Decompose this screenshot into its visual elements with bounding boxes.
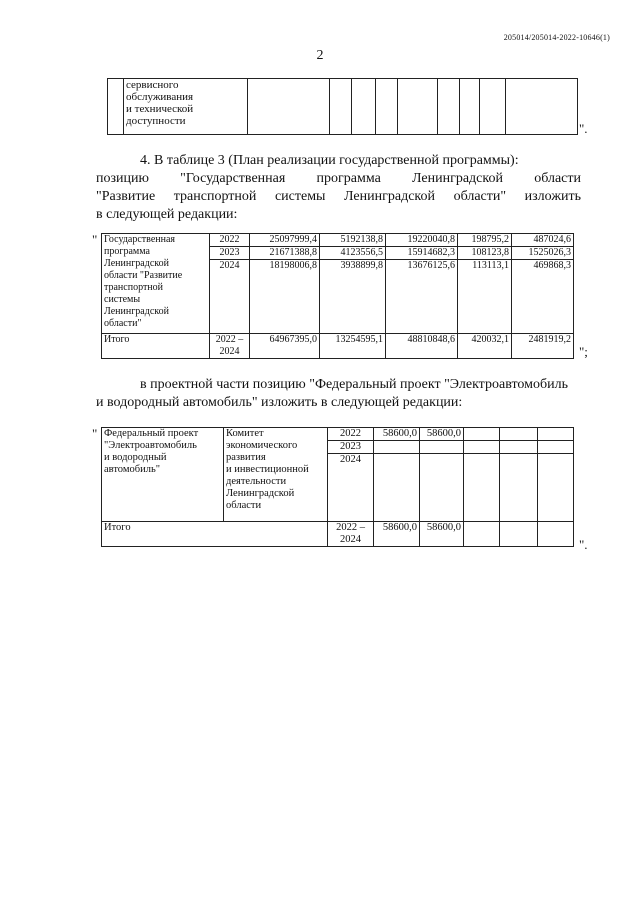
value-cell: 25097999,4 <box>250 234 320 247</box>
text-line: обслуживания <box>126 91 194 103</box>
value-cell: 487024,6 <box>512 234 574 247</box>
year-range-cell <box>210 334 250 359</box>
value-cell: 48810848,6 <box>386 334 458 359</box>
opening-quote: " <box>92 426 98 441</box>
table-cell <box>438 79 460 135</box>
text-line: экономического <box>226 440 298 451</box>
table-row <box>102 234 574 247</box>
value-cell: 4123556,5 <box>320 247 386 260</box>
text-line: автомобиль" <box>104 464 161 475</box>
value-cell: 64967395,0 <box>250 334 320 359</box>
document-id: 205014/205014-2022-10646(1) <box>503 33 610 42</box>
total-label: Итого <box>102 522 328 547</box>
year-range-cell <box>328 522 374 547</box>
value-cell: 58600,0 <box>420 522 464 547</box>
year-cell: 2022 <box>328 428 374 441</box>
value-cell: 13254595,1 <box>320 334 386 359</box>
table-cell <box>500 428 538 441</box>
table-cell <box>398 79 438 135</box>
text-line: Ленинградской <box>226 488 295 499</box>
text-line: программа <box>104 246 150 257</box>
value-cell: 19220040,8 <box>386 234 458 247</box>
table-cell <box>538 441 574 454</box>
value-cell: 108123,8 <box>458 247 512 260</box>
paragraph-line: и водородный автомобиль" изложить в следующей редакции: <box>96 395 463 410</box>
value-cell: 5192138,8 <box>320 234 386 247</box>
text-line: 2024 <box>340 534 361 545</box>
text-line: 2024 <box>219 346 240 357</box>
federal-project-table <box>101 427 574 547</box>
text-line: транспортной <box>104 282 164 293</box>
table-cell <box>108 79 124 135</box>
text-line: 2022 – <box>336 522 365 533</box>
project-name-cell <box>102 428 224 522</box>
value-cell: 469868,3 <box>512 260 574 334</box>
table-cell <box>538 522 574 547</box>
value-cell: 58600,0 <box>420 428 464 441</box>
text-line: и технической <box>126 103 194 115</box>
value-cell <box>420 454 464 522</box>
table-cell <box>464 522 500 547</box>
value-cell: 18198006,8 <box>250 260 320 334</box>
text-line: системы <box>104 294 141 305</box>
page-number: 2 <box>316 48 324 63</box>
total-row <box>102 334 574 359</box>
text-line: области "Развитие <box>104 270 183 281</box>
paragraph-line: в проектной части позицию "Федеральный проект "Электроавтомобиль <box>140 377 568 392</box>
value-cell: 58600,0 <box>374 428 420 441</box>
value-cell: 2481919,2 <box>512 334 574 359</box>
total-row <box>102 522 574 547</box>
value-cell: 15914682,3 <box>386 247 458 260</box>
table-cell <box>500 441 538 454</box>
table-cell-text <box>124 79 248 135</box>
table-cell <box>376 79 398 135</box>
paragraph-item-4: 4. В таблице 3 (План реализации государственной программы): <box>140 153 519 168</box>
text-line: Ленинградской <box>104 258 169 269</box>
value-cell <box>374 441 420 454</box>
year-cell: 2024 <box>328 454 374 522</box>
text-line: Комитет <box>226 428 264 439</box>
year-cell: 2022 <box>210 234 250 247</box>
table-cell <box>500 454 538 522</box>
paragraph-line: позицию "Государственная программа Ленинградской области <box>96 171 581 186</box>
year-cell: 2024 <box>210 260 250 334</box>
total-label: Итого <box>102 334 210 359</box>
table-cell <box>464 454 500 522</box>
text-line: и водородный <box>104 452 167 463</box>
value-cell: 198795,2 <box>458 234 512 247</box>
value-cell <box>420 441 464 454</box>
text-line: и инвестиционной <box>226 464 309 475</box>
text-line: 2022 – <box>215 334 244 345</box>
value-cell: 1525026,3 <box>512 247 574 260</box>
table-cell <box>330 79 352 135</box>
paragraph-line: "Развитие транспортной системы Ленинградской области" изложить <box>96 189 581 204</box>
text-line: развития <box>226 452 266 463</box>
text-line: Федеральный проект <box>104 428 199 439</box>
value-cell: 58600,0 <box>374 522 420 547</box>
text-line: сервисного <box>126 79 179 91</box>
value-cell: 113113,1 <box>458 260 512 334</box>
value-cell: 420032,1 <box>458 334 512 359</box>
program-table <box>101 233 574 359</box>
value-cell <box>374 454 420 522</box>
text-line: области <box>226 500 262 511</box>
executor-cell <box>224 428 328 522</box>
table-cell <box>464 428 500 441</box>
continuation-table <box>107 78 578 135</box>
paragraph-line: в следующей редакции: <box>96 207 238 222</box>
text-line: доступности <box>126 115 186 127</box>
text-line: деятельности <box>226 476 287 487</box>
table-cell <box>538 428 574 441</box>
table-cell <box>500 522 538 547</box>
table-cell <box>460 79 480 135</box>
text-line: Государственная <box>104 234 176 245</box>
text-line: области" <box>104 318 142 329</box>
year-cell: 2023 <box>210 247 250 260</box>
table-cell <box>352 79 376 135</box>
table-row <box>102 428 574 441</box>
table-cell <box>506 79 578 135</box>
closing-quote: ". <box>579 537 588 552</box>
text-line: Ленинградской <box>104 306 169 317</box>
closing-quote: "; <box>579 344 588 359</box>
closing-quote: ". <box>579 121 588 136</box>
table-cell <box>480 79 506 135</box>
text-line: "Электроавтомобиль <box>104 440 197 451</box>
year-cell: 2023 <box>328 441 374 454</box>
value-cell: 21671388,8 <box>250 247 320 260</box>
table-cell <box>248 79 330 135</box>
table-cell <box>538 454 574 522</box>
table-cell <box>464 441 500 454</box>
value-cell: 3938899,8 <box>320 260 386 334</box>
value-cell: 13676125,6 <box>386 260 458 334</box>
opening-quote: " <box>92 232 98 247</box>
program-name-cell <box>102 234 210 334</box>
